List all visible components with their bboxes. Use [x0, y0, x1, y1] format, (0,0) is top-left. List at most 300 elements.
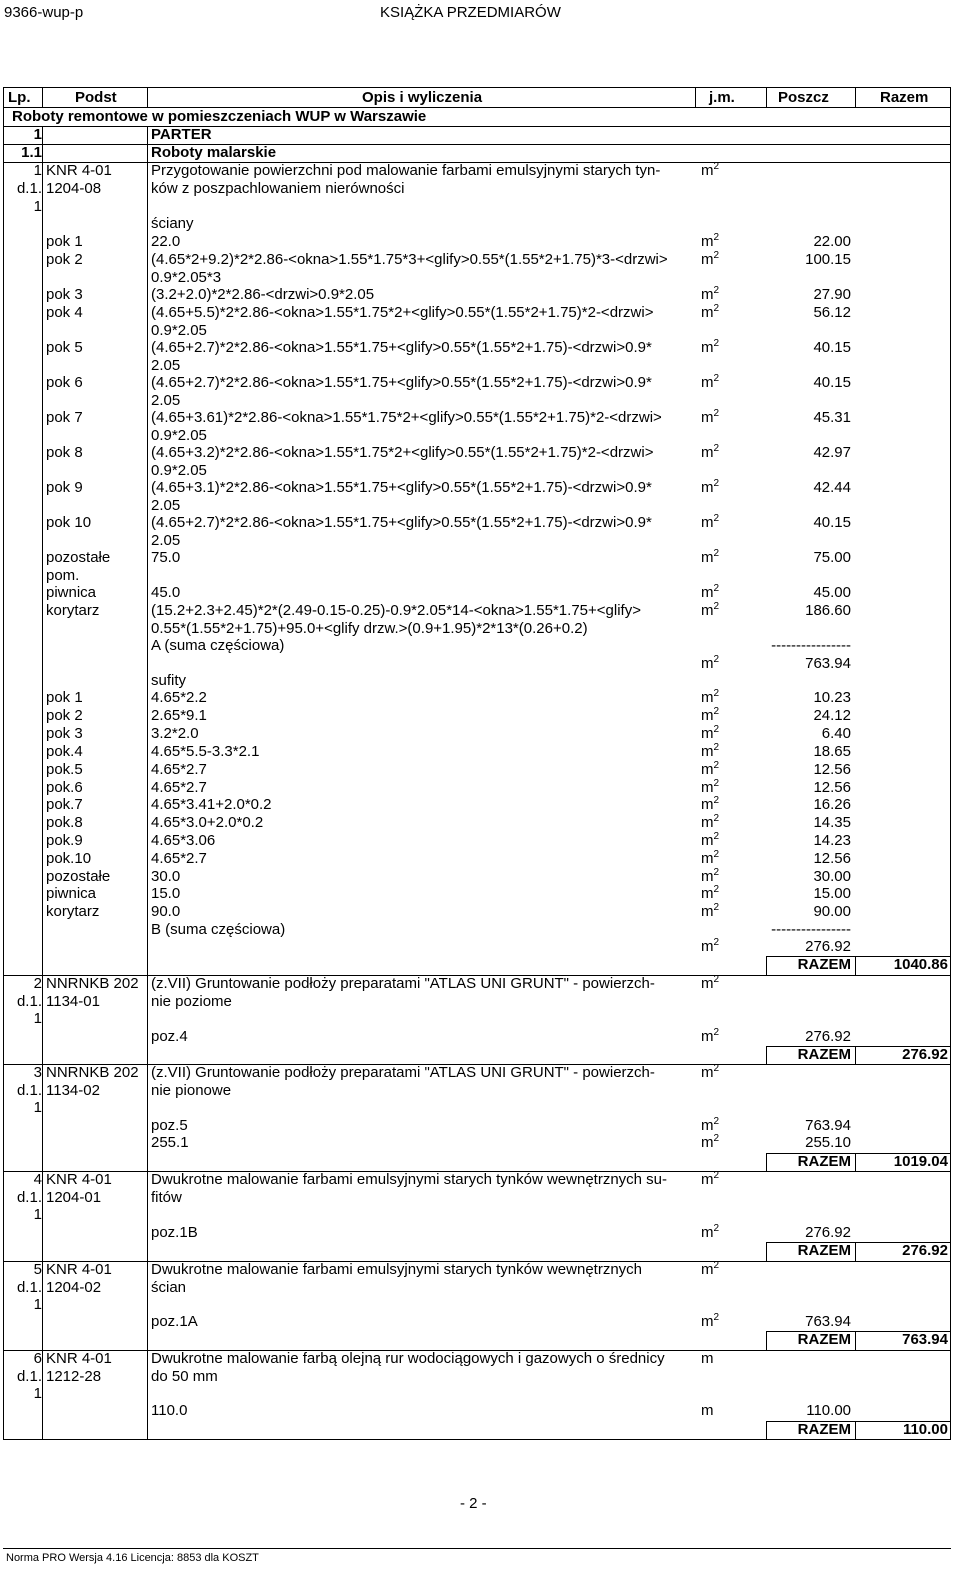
cell-unit: $m^2$: [701, 937, 720, 955]
cell-podst: pok 2: [46, 707, 83, 724]
cell-opis: 45.0: [151, 584, 181, 601]
unit-superscript: 2: [713, 303, 720, 314]
cell-unit: $m^2$: [701, 478, 720, 496]
cell-opis: 15.0: [151, 885, 181, 902]
table-row: [4, 993, 950, 1011]
unit-superscript: 2: [713, 1133, 720, 1144]
cell-lp: 1: [33, 1010, 42, 1027]
table-row: [4, 1402, 950, 1420]
cell-lp: 4: [33, 1171, 42, 1188]
table-row: [4, 885, 950, 903]
cell-podst: pok 1: [46, 233, 83, 250]
cell-opis: 2.05: [151, 532, 181, 549]
table-row: [4, 921, 950, 939]
cell-opis: 0.9*2.05: [151, 322, 207, 339]
cell-opis: Dwukrotne malowanie farbami emulsyjnymi starych tynków wewnętrznych: [151, 1261, 643, 1278]
cell-opis: ściany: [151, 215, 194, 232]
cell-unit: $m^2$: [701, 795, 720, 813]
unit-superscript: 2: [713, 601, 720, 612]
cell-podst: 1204-08: [46, 180, 102, 197]
cell-unit: $m^2$: [701, 902, 720, 920]
cell-unit: $m^2$: [701, 867, 720, 885]
cell-lp: d.1.: [16, 993, 42, 1010]
cell-podst: pok 3: [46, 725, 83, 742]
row-separator: [766, 1046, 950, 1047]
table-row: [4, 637, 950, 655]
row-separator: [4, 126, 950, 127]
cell-poszcz: 763.94: [805, 1313, 851, 1330]
unit-superscript: 2: [713, 250, 720, 261]
table-row: [4, 409, 950, 427]
cell-opis: (4.65*2+9.2)*2*2.86-<okna>1.55*1.75*3+<glify>0.55*(1.55*2+1.75)*3-<drzwi>: [151, 251, 668, 268]
cell-unit: $m^2$: [701, 1223, 720, 1241]
column-separator: [42, 88, 43, 107]
cell-podst: pom.: [46, 567, 80, 584]
unit-superscript: 2: [713, 232, 720, 243]
table-row: [4, 672, 950, 690]
cell-opis: ków z poszpachlowaniem nierówności: [151, 180, 405, 197]
table-row: [4, 725, 950, 743]
table-row: [4, 215, 950, 233]
unit-superscript: 2: [713, 742, 720, 753]
cell-podst: KNR 4-01: [46, 1261, 112, 1278]
table-row: [4, 479, 950, 497]
cell-poszcz: 100.15: [805, 251, 851, 268]
cell-razem: 276.92: [902, 1242, 948, 1259]
table-row: [4, 1206, 950, 1224]
cell-unit: m: [701, 1350, 714, 1367]
unit-superscript: 2: [713, 760, 720, 771]
unit-superscript: 2: [713, 513, 720, 524]
cell-podst: korytarz: [46, 602, 100, 619]
cell-unit: $m^2$: [701, 760, 720, 778]
cell-opis: 4.65*3.0+2.0*0.2: [151, 814, 264, 831]
table-row: [4, 814, 950, 832]
cell-opis: 2.65*9.1: [151, 707, 207, 724]
cell-unit: $m^2$: [701, 706, 720, 724]
unit-superscript: 2: [713, 778, 720, 789]
table-row: [4, 584, 950, 602]
column-separator: [766, 1242, 767, 1261]
table-row: [4, 357, 950, 375]
cell-lp: 1: [33, 162, 42, 179]
cell-poszcz: 12.56: [813, 761, 851, 778]
table-header-row: [4, 89, 950, 107]
cell-opis: PARTER: [151, 126, 212, 143]
cell-podst: pok.8: [46, 814, 83, 831]
column-separator: [855, 956, 856, 975]
cell-unit: $m^2$: [701, 688, 720, 706]
column-separator: [766, 1153, 767, 1172]
cell-poszcz: 42.44: [813, 479, 851, 496]
cell-unit: $m^2$: [701, 724, 720, 742]
unit-superscript: 2: [713, 688, 720, 699]
table-row: [4, 1064, 950, 1082]
table-row: [4, 602, 950, 620]
cell-podst: pok 4: [46, 304, 83, 321]
cell-opis: 75.0: [151, 549, 181, 566]
table-row: [4, 1279, 950, 1297]
cell-poszcz: 763.94: [805, 1117, 851, 1134]
cell-podst: pok 7: [46, 409, 83, 426]
row-separator: [766, 1153, 950, 1154]
cell-unit: $m^2$: [701, 1312, 720, 1330]
table-row: [4, 1010, 950, 1028]
unit-superscript: 2: [713, 884, 720, 895]
table-row: [4, 1153, 950, 1171]
cell-opis: poz.1B: [151, 1224, 198, 1241]
cell-unit: $m^2$: [701, 884, 720, 902]
row-separator: [766, 956, 950, 957]
table-row: [4, 779, 950, 797]
cell-podst: pozostałe: [46, 549, 111, 566]
cell-razem: 110.00: [902, 1421, 948, 1438]
cell-poszcz: 12.56: [813, 850, 851, 867]
cell-opis: (4.65+5.5)*2*2.86-<okna>1.55*1.75*2+<glify>0.55*(1.55*2+1.75)*2-<drzwi>: [151, 304, 654, 321]
cell-opis: (4.65+3.61)*2*2.86-<okna>1.55*1.75*2+<glify>0.55*(1.55*2+1.75)*2-<drzwi>: [151, 409, 662, 426]
cell-opis: nie poziome: [151, 993, 232, 1010]
table-row: [4, 868, 950, 886]
page-number: - 2 -: [460, 1495, 487, 1512]
unit-superscript: 2: [713, 583, 720, 594]
table-row: [4, 620, 950, 638]
cell-poszcz: 45.00: [813, 584, 851, 601]
header-podst: Podst: [75, 89, 117, 106]
cell-unit: $m^2$: [701, 1133, 720, 1151]
cell-opis: 0.9*2.05*3: [151, 269, 222, 286]
table-row: [4, 514, 950, 532]
column-separator: [147, 126, 148, 1440]
cell-podst: KNR 4-01: [46, 1350, 112, 1367]
cell-opis: poz.1A: [151, 1313, 198, 1330]
unit-superscript: 2: [713, 1063, 720, 1074]
unit-superscript: 2: [713, 373, 720, 384]
cell-opis: Roboty remontowe w pomieszczeniach WUP w Warszawie: [12, 108, 427, 125]
cell-poszcz: 6.40: [821, 725, 851, 742]
cell-opis: 4.65*3.41+2.0*0.2: [151, 796, 272, 813]
table-row: [4, 567, 950, 585]
cell-unit: $m^2$: [701, 742, 720, 760]
cell-razem: 1019.04: [893, 1153, 948, 1170]
table-row: [4, 1171, 950, 1189]
cell-poszcz: 276.92: [805, 938, 851, 955]
table-row: [4, 374, 950, 392]
cell-poszcz: 16.26: [813, 796, 851, 813]
cell-podst: pok.6: [46, 779, 83, 796]
unit-superscript: 2: [713, 849, 720, 860]
unit-superscript: 2: [713, 1223, 720, 1234]
table-row: [4, 1296, 950, 1314]
column-separator: [147, 88, 148, 107]
cell-opis: 4.65*2.7: [151, 850, 207, 867]
table-row: [4, 269, 950, 287]
table-row: [4, 707, 950, 725]
table-row: [4, 903, 950, 921]
cell-unit: $m^2$: [701, 583, 720, 601]
cell-opis: (4.65+2.7)*2*2.86-<okna>1.55*1.75+<glify>0.55*(1.55*2+1.75)-<drzwi>0.9*: [151, 374, 652, 391]
column-separator: [855, 1331, 856, 1350]
cell-opis: 4.65*2.7: [151, 761, 207, 778]
table-row: [4, 1368, 950, 1386]
table-row: [4, 497, 950, 515]
cell-unit: $m^2$: [701, 338, 720, 356]
cell-lp: 1: [33, 126, 42, 143]
cell-lp: 3: [33, 1064, 42, 1081]
table-row: [4, 251, 950, 269]
cell-opis: poz.4: [151, 1028, 188, 1045]
cell-unit: $m^2$: [701, 1170, 720, 1188]
cell-lp: 1.1: [21, 144, 42, 161]
unit-superscript: 2: [713, 161, 720, 172]
cell-lp: d.1.: [16, 1279, 42, 1296]
column-separator: [42, 126, 43, 1440]
row-separator: [4, 1064, 950, 1065]
table-row: [4, 144, 950, 162]
table-row: [4, 1028, 950, 1046]
cell-opis: 255.1: [151, 1134, 189, 1151]
cell-podst: korytarz: [46, 903, 100, 920]
column-separator: [766, 88, 767, 107]
row-separator: [766, 1331, 950, 1332]
cell-poszcz: 40.15: [813, 374, 851, 391]
cell-opis: Roboty malarskie: [151, 144, 277, 161]
table-row: [4, 1242, 950, 1260]
row-separator: [4, 144, 950, 145]
cell-unit: $m^2$: [701, 250, 720, 268]
cell-podst: piwnica: [46, 885, 97, 902]
cell-podst: pok.4: [46, 743, 83, 760]
cell-opis: 0.9*2.05: [151, 462, 207, 479]
cell-opis: 0.9*2.05: [151, 427, 207, 444]
cell-opis: A (suma częściowa): [151, 637, 285, 654]
cell-opis: (15.2+2.3+2.45)*2*(2.49-0.15-0.25)-0.9*2.05*14-<okna>1.55*1.75+<glify>: [151, 602, 641, 619]
unit-superscript: 2: [713, 285, 720, 296]
cell-poszcz: 22.00: [813, 233, 851, 250]
cell-poszcz: ----------------: [771, 637, 851, 654]
table-row: [4, 286, 950, 304]
cell-podst: 1212-28: [46, 1368, 102, 1385]
table-row: [4, 1313, 950, 1331]
cell-podst: pok.7: [46, 796, 83, 813]
cell-unit: m: [701, 1402, 714, 1419]
cell-lp: d.1.: [16, 1189, 42, 1206]
column-separator: [855, 1046, 856, 1065]
cell-podst: KNR 4-01: [46, 162, 112, 179]
cell-podst: 1134-02: [46, 1082, 100, 1099]
row-separator: [4, 162, 950, 163]
unit-superscript: 2: [713, 902, 720, 913]
cell-unit: $m^2$: [701, 443, 720, 461]
cell-poszcz: 24.12: [813, 707, 851, 724]
footer-divider: [3, 1548, 951, 1549]
cell-lp: 5: [33, 1261, 42, 1278]
cell-opis: do 50 mm: [151, 1368, 218, 1385]
cell-poszcz: RAZEM: [797, 1242, 851, 1259]
unit-superscript: 2: [713, 795, 720, 806]
cell-razem: 763.94: [902, 1331, 948, 1348]
cell-unit: $m^2$: [701, 654, 720, 672]
cell-poszcz: 15.00: [813, 885, 851, 902]
header-lp: Lp.: [8, 89, 31, 106]
cell-poszcz: ----------------: [771, 921, 851, 938]
table-row: [4, 1385, 950, 1403]
cell-unit: $m^2$: [701, 849, 720, 867]
table-row: [4, 198, 950, 216]
cell-lp: 2: [33, 975, 42, 992]
table-row: [4, 1189, 950, 1207]
cell-unit: $m^2$: [701, 974, 720, 992]
table-row: [4, 1117, 950, 1135]
unit-superscript: 2: [713, 937, 720, 948]
cell-unit: $m^2$: [701, 831, 720, 849]
cell-opis: 4.65*2.2: [151, 689, 207, 706]
table-row: [4, 743, 950, 761]
row-separator: [4, 975, 950, 976]
table-row: [4, 655, 950, 673]
unit-superscript: 2: [713, 1027, 720, 1038]
cell-lp: 1: [33, 198, 42, 215]
table-row: [4, 444, 950, 462]
cell-opis: sufity: [151, 672, 187, 689]
table-row: [4, 1261, 950, 1279]
unit-superscript: 2: [713, 706, 720, 717]
row-separator: [4, 1171, 950, 1172]
table-row: [4, 126, 950, 144]
cell-unit: $m^2$: [701, 303, 720, 321]
cell-podst: 1204-01: [46, 1189, 102, 1206]
unit-superscript: 2: [713, 478, 720, 489]
cell-opis: (4.65+3.2)*2*2.86-<okna>1.55*1.75*2+<glify>0.55*(1.55*2+1.75)*2-<drzwi>: [151, 444, 654, 461]
cell-opis: 4.65*2.7: [151, 779, 207, 796]
table-row: [4, 549, 950, 567]
cell-unit: $m^2$: [701, 232, 720, 250]
cell-poszcz: 18.65: [813, 743, 851, 760]
table-row: [4, 975, 950, 993]
cell-unit: $m^2$: [701, 408, 720, 426]
column-separator: [855, 1421, 856, 1440]
cell-podst: 1134-01: [46, 993, 100, 1010]
cell-razem: 1040.86: [893, 956, 948, 973]
table-row: [4, 1082, 950, 1100]
cell-opis: B (suma częściowa): [151, 921, 286, 938]
cell-podst: pok.5: [46, 761, 83, 778]
cell-unit: $m^2$: [701, 285, 720, 303]
row-separator: [4, 1350, 950, 1351]
table-row: [4, 532, 950, 550]
unit-superscript: 2: [713, 724, 720, 735]
cell-opis: (4.65+2.7)*2*2.86-<okna>1.55*1.75+<glify>0.55*(1.55*2+1.75)-<drzwi>0.9*: [151, 514, 652, 531]
cell-poszcz: 40.15: [813, 339, 851, 356]
cell-opis: 90.0: [151, 903, 181, 920]
cell-podst: pok 9: [46, 479, 83, 496]
cell-podst: NNRNKB 202: [46, 975, 139, 992]
header-jm: j.m.: [709, 89, 735, 106]
table-row: [4, 1224, 950, 1242]
cell-podst: pok 5: [46, 339, 83, 356]
cell-podst: pok 3: [46, 286, 83, 303]
cell-poszcz: 30.00: [813, 868, 851, 885]
cell-poszcz: 763.94: [805, 655, 851, 672]
column-separator: [766, 1046, 767, 1065]
cell-opis: 2.05: [151, 357, 181, 374]
cell-podst: pozostałe: [46, 868, 111, 885]
cell-unit: $m^2$: [701, 513, 720, 531]
cell-poszcz: RAZEM: [797, 1421, 851, 1438]
cell-opis: nie pionowe: [151, 1082, 232, 1099]
cell-opis: 22.0: [151, 233, 181, 250]
table-row: [4, 1134, 950, 1152]
cell-lp: d.1.: [16, 1368, 42, 1385]
cell-unit: $m^2$: [701, 1116, 720, 1134]
table-row: [4, 1421, 950, 1439]
row-separator: [766, 1242, 950, 1243]
cell-opis: fitów: [151, 1189, 182, 1206]
table-row: [4, 850, 950, 868]
cell-poszcz: RAZEM: [797, 1331, 851, 1348]
table-row: [4, 956, 950, 974]
cell-opis: Dwukrotne malowanie farbą olejną rur wodociągowych i gazowych o średnicy: [151, 1350, 665, 1367]
cell-poszcz: 42.97: [813, 444, 851, 461]
unit-superscript: 2: [713, 813, 720, 824]
unit-superscript: 2: [713, 831, 720, 842]
cell-unit: $m^2$: [701, 601, 720, 619]
cell-podst: pok 10: [46, 514, 92, 531]
column-separator: [766, 1331, 767, 1350]
table-row: [4, 1099, 950, 1117]
cell-lp: 6: [33, 1350, 42, 1367]
table-row: [4, 1331, 950, 1349]
cell-opis: ścian: [151, 1279, 187, 1296]
cell-lp: 1: [33, 1296, 42, 1313]
cell-opis: 3.2*2.0: [151, 725, 199, 742]
cell-opis: 30.0: [151, 868, 181, 885]
cell-poszcz: 10.23: [813, 689, 851, 706]
column-separator: [766, 956, 767, 975]
cell-opis: (z.VII) Gruntowanie podłoży preparatami "ATLAS UNI GRUNT" - powierzch-: [151, 1064, 655, 1081]
cell-opis: 4.65*3.06: [151, 832, 216, 849]
header-razem: Razem: [880, 89, 929, 106]
cell-opis: (3.2+2.0)*2*2.86-<drzwi>0.9*2.05: [151, 286, 375, 303]
cell-podst: pok 2: [46, 251, 83, 268]
cell-opis: 110.0: [151, 1402, 188, 1419]
cell-poszcz: 27.90: [813, 286, 851, 303]
cell-lp: 1: [33, 1385, 42, 1402]
unit-superscript: 2: [713, 654, 720, 665]
cell-poszcz: 255.10: [805, 1134, 851, 1151]
cell-poszcz: 12.56: [813, 779, 851, 796]
cell-lp: 1: [33, 1206, 42, 1223]
cell-podst: pok.10: [46, 850, 92, 867]
cell-poszcz: 14.23: [813, 832, 851, 849]
cell-unit: $m^2$: [701, 1260, 720, 1278]
cell-lp: d.1.: [16, 180, 42, 197]
cell-opis: 4.65*5.5-3.3*2.1: [151, 743, 260, 760]
table-row: [4, 1046, 950, 1064]
cell-poszcz: RAZEM: [797, 1153, 851, 1170]
cell-podst: 1204-02: [46, 1279, 102, 1296]
cell-podst: pok 1: [46, 689, 83, 706]
document-title: KSIĄŻKA PRZEDMIARÓW: [380, 4, 561, 21]
table-row: [4, 304, 950, 322]
cell-opis: Dwukrotne malowanie farbami emulsyjnymi starych tynków wewnętrznych su-: [151, 1171, 668, 1188]
cell-opis: Przygotowanie powierzchni pod malowanie farbami emulsyjnymi starych tyn-: [151, 162, 661, 179]
table-row: [4, 233, 950, 251]
cell-poszcz: 56.12: [813, 304, 851, 321]
cell-podst: pok 6: [46, 374, 83, 391]
cell-podst: pok.9: [46, 832, 83, 849]
header-poszcz: Poszcz: [778, 89, 829, 106]
cell-unit: $m^2$: [701, 161, 720, 179]
